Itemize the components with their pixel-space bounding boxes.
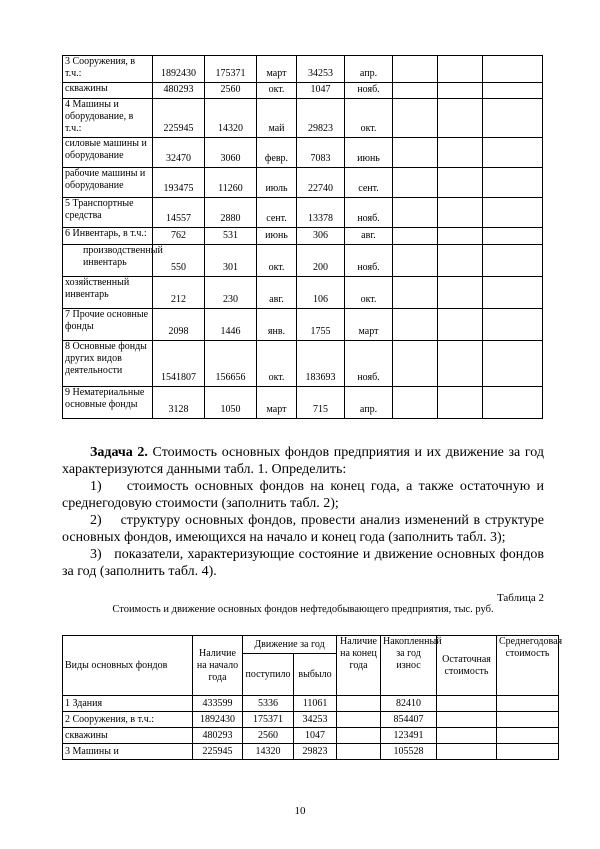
row-name: 7 Прочие основные фонды bbox=[63, 309, 153, 341]
empty-cell bbox=[483, 341, 543, 387]
empty-cell bbox=[483, 387, 543, 419]
month-out: нояб. bbox=[345, 198, 393, 228]
empty-cell bbox=[393, 341, 438, 387]
cell-wear: 854407 bbox=[381, 712, 437, 728]
row-name: 4 Машины и оборудование, в т.ч.: bbox=[63, 99, 153, 138]
cell-out: 11061 bbox=[294, 696, 337, 712]
row-name: скважины bbox=[63, 83, 153, 99]
row-name: 6 Инвентарь, в т.ч.: bbox=[63, 228, 153, 245]
value-out: 34253 bbox=[297, 56, 345, 83]
row-name: силовые машины и оборудование bbox=[63, 138, 153, 168]
table-row bbox=[63, 245, 543, 277]
table-row bbox=[63, 99, 543, 138]
month-out: окт. bbox=[345, 277, 393, 309]
value-out: 7083 bbox=[297, 138, 345, 168]
month-in: май bbox=[257, 99, 297, 138]
task-item-3: 3) показатели, характеризующие состояние и движение основных фондов за год (заполнить табл. 4). bbox=[62, 547, 544, 579]
table-row bbox=[63, 83, 543, 99]
empty-cell bbox=[483, 83, 543, 99]
table-row bbox=[63, 198, 543, 228]
cell-start: 225945 bbox=[193, 744, 243, 760]
table-title: Стоимость и движение основных фондов нефтедобывающего предприятия, тыс. руб. bbox=[112, 604, 494, 615]
cell-end bbox=[337, 744, 381, 760]
value-out: 1755 bbox=[297, 309, 345, 341]
month-out: сент. bbox=[345, 168, 393, 198]
month-in: июль bbox=[257, 168, 297, 198]
value-out: 22740 bbox=[297, 168, 345, 198]
task-item-2: 2) структуру основных фондов, провести анализ изменений в структуре основных фондов, имеющихся на начало и конец года (заполнить табл. 3); bbox=[62, 513, 544, 545]
table-caption: Таблица 2 bbox=[496, 592, 544, 604]
value-start: 2098 bbox=[153, 309, 205, 341]
value-out: 306 bbox=[297, 228, 345, 245]
cell-average bbox=[497, 696, 559, 712]
row-name: рабочие машины и оборудование bbox=[63, 168, 153, 198]
month-out: нояб. bbox=[345, 245, 393, 277]
row-name: 8 Основные фонды других видов деятельности bbox=[63, 341, 153, 387]
task-item-1: 1) стоимость основных фондов на конец года, а также остаточную и среднегодовую стоимости (заполнить табл. 2); bbox=[62, 479, 544, 511]
empty-cell bbox=[483, 228, 543, 245]
cell-start: 433599 bbox=[193, 696, 243, 712]
cell-end bbox=[337, 696, 381, 712]
value-in: 1050 bbox=[205, 387, 257, 419]
cell-end bbox=[337, 712, 381, 728]
cell-end bbox=[337, 728, 381, 744]
cell-out: 1047 bbox=[294, 728, 337, 744]
asset-movement-table bbox=[62, 55, 543, 419]
cell-out: 29823 bbox=[294, 744, 337, 760]
empty-cell bbox=[393, 138, 438, 168]
value-start: 480293 bbox=[153, 83, 205, 99]
value-start: 550 bbox=[153, 245, 205, 277]
cell-wear: 123491 bbox=[381, 728, 437, 744]
cell-name: 3 Машины и bbox=[63, 744, 193, 760]
month-in: окт. bbox=[257, 341, 297, 387]
value-in: 2880 bbox=[205, 198, 257, 228]
empty-cell bbox=[483, 138, 543, 168]
value-start: 14557 bbox=[153, 198, 205, 228]
month-in: июнь bbox=[257, 228, 297, 245]
cell-in: 14320 bbox=[243, 744, 294, 760]
cell-residual bbox=[437, 744, 497, 760]
month-in: янв. bbox=[257, 309, 297, 341]
empty-cell bbox=[483, 99, 543, 138]
header-average: Среднегодовая стоимость bbox=[497, 636, 559, 696]
table-row bbox=[63, 228, 543, 245]
month-in: сент. bbox=[257, 198, 297, 228]
month-in: авг. bbox=[257, 277, 297, 309]
empty-cell bbox=[438, 341, 483, 387]
month-in: март bbox=[257, 56, 297, 83]
cell-wear: 82410 bbox=[381, 696, 437, 712]
empty-cell bbox=[483, 309, 543, 341]
task-intro bbox=[62, 444, 544, 478]
empty-cell bbox=[483, 168, 543, 198]
cell-name: 1 Здания bbox=[63, 696, 193, 712]
header-end: Наличие на конец года bbox=[337, 636, 381, 696]
value-start: 1541807 bbox=[153, 341, 205, 387]
empty-cell bbox=[483, 277, 543, 309]
empty-cell bbox=[393, 56, 438, 83]
task-title: Задача 2. bbox=[90, 445, 148, 460]
value-in: 531 bbox=[205, 228, 257, 245]
value-start: 1892430 bbox=[153, 56, 205, 83]
empty-cell bbox=[438, 56, 483, 83]
cell-residual bbox=[437, 696, 497, 712]
row-name: 5 Транспортные средства bbox=[63, 198, 153, 228]
value-out: 106 bbox=[297, 277, 345, 309]
header-kind: Виды основных фондов bbox=[63, 636, 193, 696]
table-row bbox=[63, 728, 559, 744]
value-in: 301 bbox=[205, 245, 257, 277]
asset-value-table bbox=[62, 635, 563, 760]
value-in: 3060 bbox=[205, 138, 257, 168]
cell-residual bbox=[437, 712, 497, 728]
empty-cell bbox=[393, 309, 438, 341]
cell-in: 5336 bbox=[243, 696, 294, 712]
value-start: 193475 bbox=[153, 168, 205, 198]
empty-cell bbox=[393, 228, 438, 245]
value-start: 212 bbox=[153, 277, 205, 309]
cell-average bbox=[497, 728, 559, 744]
empty-cell bbox=[438, 168, 483, 198]
empty-cell bbox=[393, 198, 438, 228]
header-out: выбыло bbox=[294, 654, 337, 696]
month-in: февр. bbox=[257, 138, 297, 168]
value-in: 175371 bbox=[205, 56, 257, 83]
table-row bbox=[63, 309, 543, 341]
value-out: 183693 bbox=[297, 341, 345, 387]
empty-cell bbox=[483, 56, 543, 83]
empty-cell bbox=[393, 277, 438, 309]
cell-out: 34253 bbox=[294, 712, 337, 728]
header-wear: Накопленный за год износ bbox=[381, 636, 437, 696]
cell-wear: 105528 bbox=[381, 744, 437, 760]
empty-cell bbox=[438, 309, 483, 341]
empty-cell bbox=[393, 245, 438, 277]
value-out: 200 bbox=[297, 245, 345, 277]
header-in: поступило bbox=[243, 654, 294, 696]
empty-cell bbox=[438, 99, 483, 138]
value-in: 2560 bbox=[205, 83, 257, 99]
value-out: 13378 bbox=[297, 198, 345, 228]
header-start: Наличие на начало года bbox=[193, 636, 243, 696]
empty-cell bbox=[438, 228, 483, 245]
month-out: окт. bbox=[345, 99, 393, 138]
month-out: апр. bbox=[345, 387, 393, 419]
empty-cell bbox=[438, 277, 483, 309]
table-row bbox=[63, 387, 543, 419]
value-out: 1047 bbox=[297, 83, 345, 99]
table-row bbox=[63, 277, 543, 309]
table-row bbox=[63, 56, 543, 83]
cell-name: скважины bbox=[63, 728, 193, 744]
month-out: март bbox=[345, 309, 393, 341]
value-start: 32470 bbox=[153, 138, 205, 168]
cell-start: 1892430 bbox=[193, 712, 243, 728]
empty-cell bbox=[393, 99, 438, 138]
value-in: 14320 bbox=[205, 99, 257, 138]
month-in: март bbox=[257, 387, 297, 419]
header-residual: Остаточная стоимость bbox=[437, 636, 497, 696]
month-out: нояб. bbox=[345, 341, 393, 387]
value-out: 715 bbox=[297, 387, 345, 419]
empty-cell bbox=[438, 198, 483, 228]
page-number: 10 bbox=[294, 805, 306, 817]
table-row bbox=[63, 138, 543, 168]
cell-name: 2 Сооружения, в т.ч.: bbox=[63, 712, 193, 728]
row-name: производственный инвентарь bbox=[63, 245, 153, 277]
month-out: нояб. bbox=[345, 83, 393, 99]
value-in: 230 bbox=[205, 277, 257, 309]
empty-cell bbox=[393, 168, 438, 198]
month-out: авг. bbox=[345, 228, 393, 245]
cell-average bbox=[497, 712, 559, 728]
row-name: 3 Сооружения, в т.ч.: bbox=[63, 56, 153, 83]
header-movement: Движение за год bbox=[243, 636, 337, 654]
month-in: окт. bbox=[257, 245, 297, 277]
empty-cell bbox=[393, 387, 438, 419]
value-start: 762 bbox=[153, 228, 205, 245]
value-in: 1446 bbox=[205, 309, 257, 341]
empty-cell bbox=[438, 387, 483, 419]
table-row bbox=[63, 744, 559, 760]
table-row bbox=[63, 341, 543, 387]
table-row bbox=[63, 696, 559, 712]
row-name: 9 Нематериальные основные фонды bbox=[63, 387, 153, 419]
value-start: 3128 bbox=[153, 387, 205, 419]
value-in: 156656 bbox=[205, 341, 257, 387]
value-out: 29823 bbox=[297, 99, 345, 138]
cell-in: 175371 bbox=[243, 712, 294, 728]
empty-cell bbox=[438, 83, 483, 99]
empty-cell bbox=[438, 245, 483, 277]
cell-start: 480293 bbox=[193, 728, 243, 744]
month-in: окт. bbox=[257, 83, 297, 99]
month-out: апр. bbox=[345, 56, 393, 83]
table-row bbox=[63, 712, 559, 728]
cell-residual bbox=[437, 728, 497, 744]
cell-in: 2560 bbox=[243, 728, 294, 744]
month-out: июнь bbox=[345, 138, 393, 168]
empty-cell bbox=[438, 138, 483, 168]
cell-average bbox=[497, 744, 559, 760]
empty-cell bbox=[483, 245, 543, 277]
empty-cell bbox=[393, 83, 438, 99]
task-intro-text: Стоимость основных фондов предприятия и их движение за год характеризуются данными табл. 1. Определить: bbox=[62, 445, 544, 477]
empty-cell bbox=[483, 198, 543, 228]
value-in: 11260 bbox=[205, 168, 257, 198]
table-row bbox=[63, 168, 543, 198]
value-start: 225945 bbox=[153, 99, 205, 138]
row-name: хозяйственный инвентарь bbox=[63, 277, 153, 309]
